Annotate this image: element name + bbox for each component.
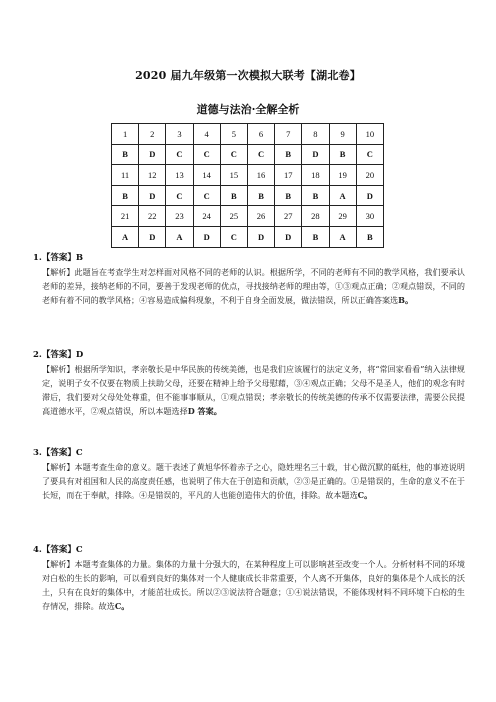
answer-letter-cell: D: [139, 226, 166, 247]
answer-letter-cell: C: [247, 144, 274, 165]
question-3-answer: C: [75, 448, 83, 458]
answer-letter-cell: B: [112, 185, 139, 206]
answer-letter-row: [112, 144, 384, 165]
answer-letter-cell: D: [139, 185, 166, 206]
answer-letter-cell: A: [329, 226, 356, 247]
question-number-cell: 28: [302, 206, 329, 227]
answer-letter-cell: C: [193, 185, 220, 206]
question-number-cell: 8: [302, 124, 329, 145]
answer-letter-row: [112, 226, 384, 247]
answer-letter-row: [112, 185, 384, 206]
question-2-answer: D: [75, 350, 84, 360]
question-number-cell: 12: [139, 165, 166, 186]
question-number-cell: 26: [247, 206, 274, 227]
question-number-cell: 17: [275, 165, 302, 186]
question-number-cell: 30: [356, 206, 383, 227]
answer-letter-cell: B: [356, 226, 383, 247]
question-number-cell: 6: [247, 124, 274, 145]
answer-letter-cell: B: [247, 185, 274, 206]
question-2-header: 2.【答案】D: [33, 350, 84, 360]
question-number-cell: 20: [356, 165, 383, 186]
answer-letter-cell: D: [275, 226, 302, 247]
question-number-cell: 29: [329, 206, 356, 227]
answer-letter-cell: D: [193, 226, 220, 247]
answer-letter-cell: C: [166, 144, 193, 165]
answer-letter-cell: C: [193, 144, 220, 165]
answer-letter-cell: D: [247, 226, 274, 247]
question-3: [33, 446, 465, 502]
answer-letter-cell: B: [112, 144, 139, 165]
answer-letter-cell: D: [139, 144, 166, 165]
answer-letter-cell: D: [356, 185, 383, 206]
answer-letter-cell: A: [166, 226, 193, 247]
question-4: [33, 543, 465, 613]
answer-table: [111, 123, 384, 248]
question-number-row: [112, 165, 384, 186]
question-2: [33, 348, 465, 418]
answer-letter-cell: B: [329, 144, 356, 165]
answer-letter-cell: C: [356, 144, 383, 165]
answer-letter-cell: B: [275, 144, 302, 165]
answer-letter-cell: C: [166, 185, 193, 206]
question-number-cell: 9: [329, 124, 356, 145]
question-4-header: 4.【答案】C: [33, 545, 83, 555]
question-4-analysis: 【解析】本题考查集体的力量。集体的力量十分强大的，在某种程度上可以影响甚至改变一个人。分析材料不同的环境对白松的生长的影响，可以看到良好的集体对一个人健康成长非常重要，个人离不开集体，良好的集体是个人成长的沃土，只有在良好的集体中，才能茁壮成长。所以②③说法符合题意；①④说法错误，不能体现材料不同环境下白松的生存情况，排除。故选C。: [42, 559, 465, 612]
question-2-analysis: 【解析】根据所学知识，孝亲敬长是中华民族的传统美德，也是我们应该履行的法定义务，将“常回家看看”纳入法律规定，说明子女不仅要在物质上扶助父母，还要在精神上给予父母慰藉，③④观点正确；父母不是圣人，他们的观念有时滞后，我们要对父母处处尊重，但不能事事顺从，①观点错误；孝亲敬长的传统美德的传承不仅需要法律，需要公民提高道德水平，②观点错误，所以本题选择D 答案。: [42, 364, 465, 417]
question-number-cell: 1: [112, 124, 139, 145]
answer-letter-cell: D: [302, 144, 329, 165]
question-number-row: [112, 206, 384, 227]
question-number-cell: 18: [302, 165, 329, 186]
answer-letter-cell: C: [220, 144, 247, 165]
question-number-cell: 3: [166, 124, 193, 145]
page-title: 2020 届九年级第一次模拟大联考【湖北卷】: [135, 69, 361, 82]
question-number-cell: 10: [356, 124, 383, 145]
question-number-cell: 2: [139, 124, 166, 145]
question-number-cell: 5: [220, 124, 247, 145]
answer-letter-cell: B: [302, 185, 329, 206]
question-number-cell: 14: [193, 165, 220, 186]
answer-letter-cell: B: [220, 185, 247, 206]
question-number-cell: 11: [112, 165, 139, 186]
answer-letter-cell: C: [220, 226, 247, 247]
question-number-row: [112, 124, 384, 145]
question-1-header: 1.【答案】B: [33, 253, 84, 263]
question-number-cell: 16: [247, 165, 274, 186]
question-number-cell: 25: [220, 206, 247, 227]
answer-letter-cell: A: [329, 185, 356, 206]
question-1-answer: B: [75, 253, 84, 263]
question-3-analysis: 【解析】本题考查生命的意义。题干表述了黄旭华怀着赤子之心，隐姓埋名三十载，甘心做沉默的砥柱，他的事迹说明了要具有对祖国和人民的高度责任感，也说明了伟大在于创造和贡献，②③是正确的。①是错误的，生命的意义不在于长短，而在于奉献，排除。④是错误的，平凡的人也能创造伟大的价值，排除。故本题选C。: [42, 462, 465, 501]
question-3-header: 3.【答案】C: [33, 448, 83, 458]
page-subtitle: 道德与法治·全解全析: [196, 103, 300, 116]
question-number-cell: 7: [275, 124, 302, 145]
answer-letter-cell: B: [275, 185, 302, 206]
answer-letter-cell: A: [112, 226, 139, 247]
question-number-cell: 19: [329, 165, 356, 186]
question-number-cell: 4: [193, 124, 220, 145]
question-number-cell: 13: [166, 165, 193, 186]
question-1: [33, 251, 465, 307]
question-number-cell: 21: [112, 206, 139, 227]
question-number-cell: 15: [220, 165, 247, 186]
question-4-answer: C: [75, 545, 83, 555]
question-number-cell: 22: [139, 206, 166, 227]
question-number-cell: 23: [166, 206, 193, 227]
question-number-cell: 24: [193, 206, 220, 227]
question-number-cell: 27: [275, 206, 302, 227]
answer-letter-cell: B: [302, 226, 329, 247]
question-1-analysis: 【解析】此题旨在考查学生对怎样面对风格不同的老师的认识。根据所学，不同的老师有不同的教学风格，我们要承认老师的差异，接纳老师的不同，要善于发现老师的优点，寻找接纳老师的理由等，①③观点正确；②观点错误，不同的老师有着不同的教学风格；④容易造成偏科现象，不利于自身全面发展，做法错误，所以正确答案选B。: [42, 267, 465, 306]
